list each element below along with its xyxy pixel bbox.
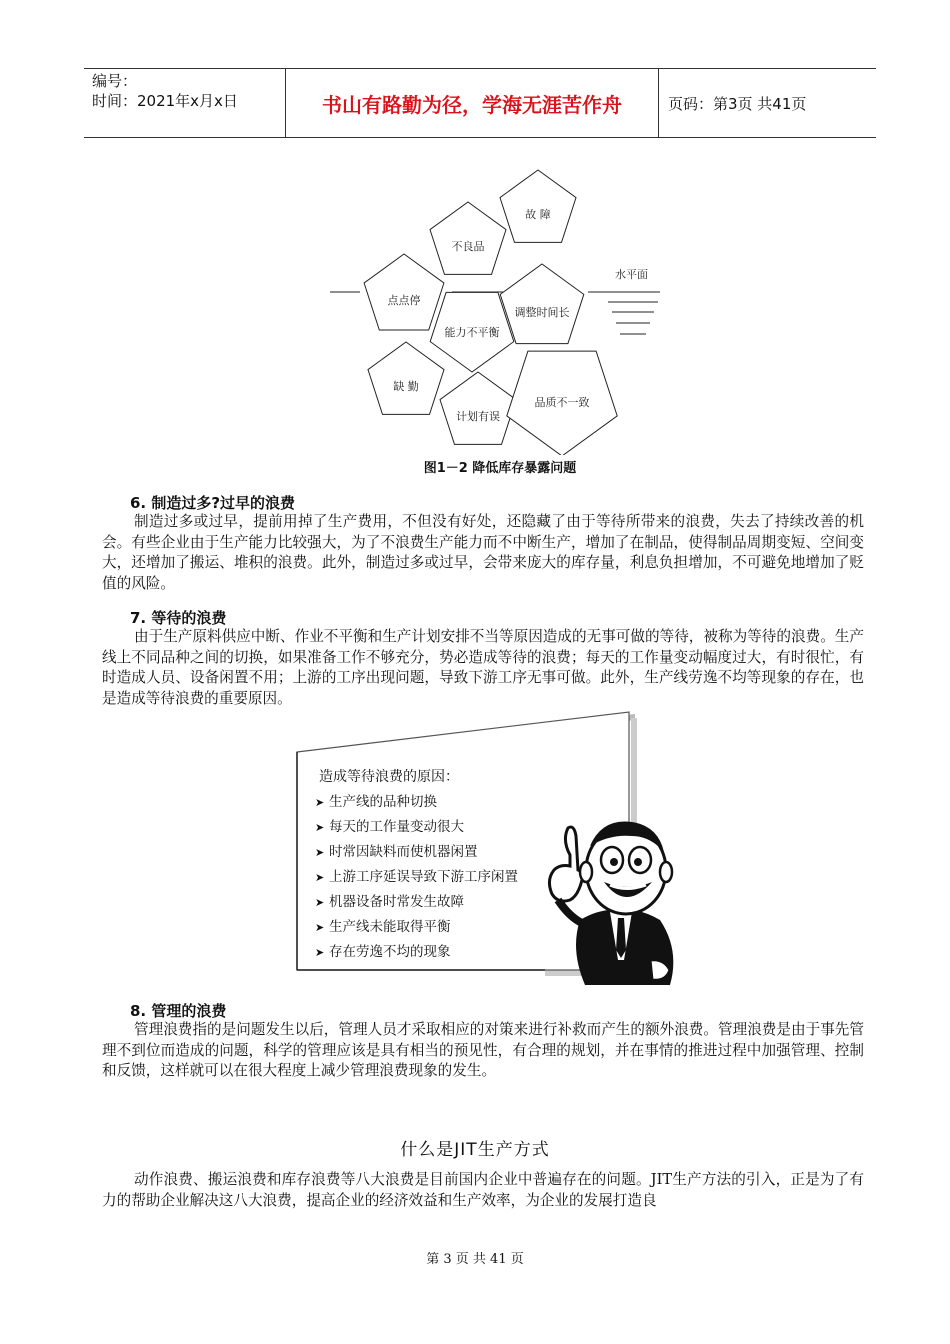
section-text-8: 管理浪费指的是问题发生以后，管理人员才采取相应的对策来进行补救而产生的额外浪费。管理浪费是由于事先管理不到位而造成的问题，科学的管理应该是具有相当的预见性，有合理的规划，并在事情的推进过程中加强管理、控制和反馈，这样就可以在很大程度上减少管理浪费现象的发生。 [102, 1021, 864, 1079]
waterline-label: 水平面 [615, 268, 648, 281]
arrow-bullet-icon: ➤ [315, 921, 325, 934]
pentagon-shape [430, 202, 506, 274]
arrow-bullet-icon: ➤ [315, 846, 325, 859]
pentagon-diagram [330, 150, 670, 455]
pentagon-label: 品质不一致 [534, 396, 590, 409]
doc-time-label: 时间：2021年x月x日 [92, 92, 238, 110]
board-list [315, 790, 518, 965]
section-heading-6: 6. 制造过多?过早的浪费 [130, 494, 296, 512]
board-item: ➤ 生产线未能取得平衡 [315, 915, 518, 940]
pentagon-label: 不良品 [451, 240, 485, 253]
page-footer: 第 3 页 共 41 页 [426, 1252, 524, 1267]
board-item: ➤ 机器设备时常发生故障 [315, 890, 518, 915]
pentagon-label: 缺 勤 [393, 380, 419, 393]
arrow-bullet-icon: ➤ [315, 896, 325, 909]
board-item: ➤ 生产线的品种切换 [315, 790, 518, 815]
section-text-7: 由于生产原料供应中断、作业不平衡和生产计划安排不当等原因造成的无事可做的等待，被称为等待的浪费。生产线上不同品种之间的切换，如果准备工作不够充分，势必造成等待的浪费；每天的工作量变动幅度过大，有时很忙，有时造成人员、设备闲置不用；上游的工序出现问题，导致下游工序无事可做。此外，生产线劳逸不均等现象的存在，也是造成等待浪费的重要原因。 [102, 628, 864, 707]
pentagon-label: 调整时间长 [514, 306, 570, 319]
board-item: ➤ 存在劳逸不均的现象 [315, 940, 518, 965]
arrow-bullet-icon: ➤ [315, 871, 325, 884]
pentagon-shape [440, 372, 516, 444]
header-motto: 书山有路勤为径，学海无涯苦作舟 [285, 69, 659, 137]
pentagon-label: 故 障 [525, 208, 551, 221]
doc-number-label: 编号： [92, 72, 138, 90]
pentagon-label: 计划有误 [456, 410, 500, 423]
jit-title: 什么是JIT生产方式 [400, 1140, 550, 1160]
header-meta [84, 69, 284, 139]
arrow-bullet-icon: ➤ [315, 796, 325, 809]
board-item: ➤ 每天的工作量变动很大 [315, 815, 518, 840]
pentagon-label: 点点停 [387, 294, 421, 307]
arrow-bullet-icon: ➤ [315, 946, 325, 959]
header-page-label: 页码：第3页 共41页 [668, 94, 807, 113]
pentagon-shape [368, 342, 444, 414]
cartoon-man-icon [540, 800, 680, 985]
board-title: 造成等待浪费的原因： [319, 769, 459, 785]
board-item: ➤ 上游工序延误导致下游工序闲置 [315, 865, 518, 890]
board-item: ➤ 时常因缺料而使机器闲置 [315, 840, 518, 865]
section-heading-8: 8. 管理的浪费 [130, 1002, 227, 1020]
jit-text: 动作浪费、搬运浪费和库存浪费等八大浪费是目前国内企业中普遍存在的问题。JIT生产方法的引入，正是为了有力的帮助企业解决这八大浪费，提高企业的经济效益和生产效率，为企业的发展打造良 [102, 1171, 864, 1209]
inventory-pentagon-figure [330, 150, 670, 455]
pentagon-label: 能力不平衡 [444, 326, 500, 339]
figure-caption: 图1－2 降低库存暴露问题 [423, 461, 577, 476]
section-heading-7: 7. 等待的浪费 [130, 609, 227, 627]
pentagon-shape [500, 264, 584, 344]
pentagon-shape [364, 254, 444, 330]
pentagon-shape [500, 170, 576, 242]
document-header [84, 68, 876, 138]
arrow-bullet-icon: ➤ [315, 821, 325, 834]
section-text-6: 制造过多或过早，提前用掉了生产费用，不但没有好处，还隐藏了由于等待所带来的浪费，失去了持续改善的机会。有些企业由于生产能力比较强大，为了不浪费生产能力而不中断生产，增加了在制品，使得制品周期变短、空间变大，还增加了搬运、堆积的浪费。此外，制造过多或过早，会带来庞大的库存量，利息负担增加，不可避免地增加了贬值的风险。 [102, 513, 864, 592]
